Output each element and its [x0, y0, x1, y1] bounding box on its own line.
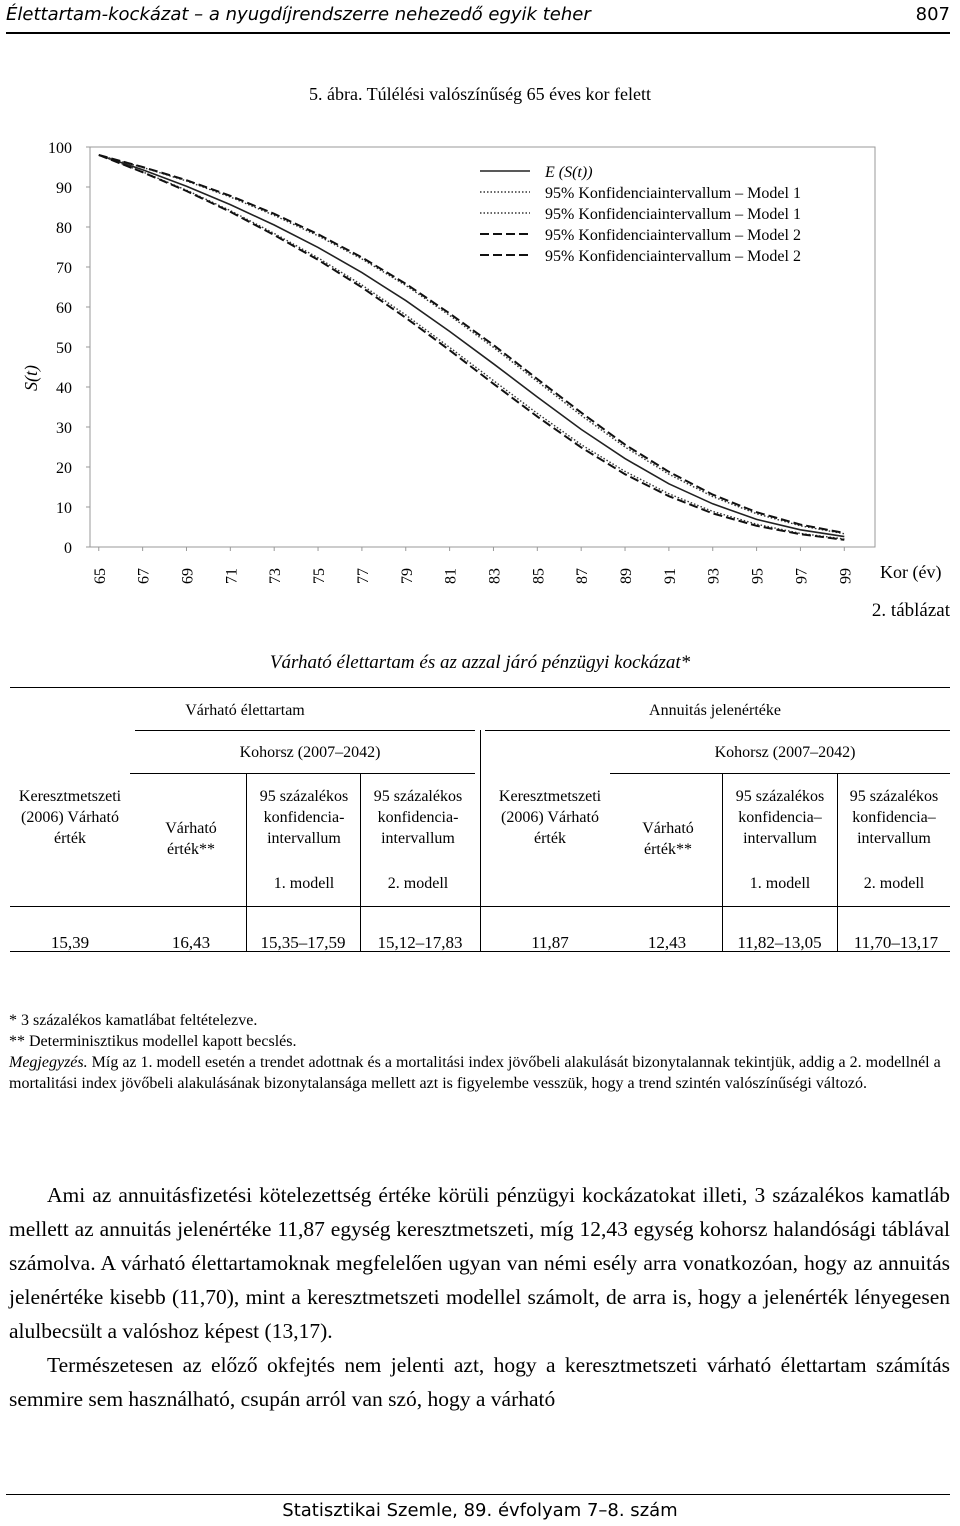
x-tick-label: 79: [398, 568, 416, 584]
col-cross-right: Keresztmetszeti (2006) Várható érték: [498, 788, 602, 847]
value-ci2-left: 15,12–17,83: [377, 933, 463, 952]
x-tick-labels: [92, 568, 855, 584]
value-ci1-right: 11,82–13,05: [737, 933, 822, 952]
legend-label-1: E (S(t)): [545, 164, 593, 181]
x-tick-label: 67: [135, 568, 153, 584]
col-ci2-right: 95 százalékos konfidencia– intervallum: [849, 788, 939, 847]
table-notes: [9, 1010, 950, 1094]
x-tick-label: 93: [705, 568, 723, 584]
legend-label-2: 95% Konfidenciaintervallum – Model 1: [545, 185, 801, 202]
group-left-header: Várható élettartam: [185, 702, 305, 719]
value-expected-right: 12,43: [647, 933, 687, 952]
x-tick-label: 87: [574, 568, 592, 584]
page-number: 807: [915, 4, 950, 25]
figure-title: 5. ábra. Túlélési valószínűség 65 éves kor felett: [308, 84, 652, 104]
y-tick-label: 100: [48, 140, 72, 157]
rule-right-cohort: [610, 773, 950, 774]
y-tick-label: 40: [56, 380, 72, 397]
col-ci2-left: 95 százalékos konfidencia- intervallum: [373, 788, 463, 847]
x-tick-label: 89: [618, 568, 636, 584]
x-tick-label: 65: [91, 568, 109, 584]
x-axis-label: Kor (év): [880, 562, 942, 582]
value-expected-left: 16,43: [171, 933, 211, 952]
col-model2-right: 2. modell: [863, 875, 925, 892]
journal-footer: Statisztikai Szemle, 89. évfolyam 7–8. szám: [282, 1500, 678, 1521]
y-axis-label: S(t): [21, 365, 41, 391]
y-tick-label: 20: [56, 460, 72, 477]
legend-label-4: 95% Konfidenciaintervallum – Model 2: [545, 227, 801, 244]
footer-rule: [6, 1494, 950, 1495]
col-model1-right: 1. modell: [749, 875, 811, 892]
legend-label-5: 95% Konfidenciaintervallum – Model 2: [545, 248, 801, 265]
y-tick-label: 70: [56, 260, 72, 277]
x-tick-label: 71: [223, 568, 241, 584]
remark-label: Megjegyzés.: [9, 1054, 88, 1071]
col-expected-left: Várható érték**: [165, 820, 217, 858]
vrule: [246, 773, 247, 951]
x-tick-label: 77: [354, 568, 372, 584]
value-ci1-left: 15,35–17,59: [260, 933, 346, 952]
vrule: [360, 773, 361, 951]
y-tick-label: 0: [64, 540, 72, 557]
col-model1-left: 1. modell: [273, 875, 335, 892]
x-tick-label: 69: [179, 568, 197, 584]
x-tick-label: 97: [793, 568, 811, 584]
rule-left-group: [135, 730, 475, 731]
col-model2-left: 2. modell: [387, 875, 449, 892]
value-cross-right: 11,87: [531, 933, 569, 952]
x-tick-label: 73: [267, 568, 285, 584]
table-number: 2. táblázat: [871, 600, 950, 621]
y-tick-label: 80: [56, 220, 72, 237]
x-tick-label: 83: [486, 568, 504, 584]
vrule: [722, 773, 723, 951]
table-rule-bottom: [10, 951, 950, 952]
x-tick-label: 95: [749, 568, 767, 584]
remark: [9, 1052, 950, 1094]
chart-legend: [472, 157, 867, 281]
rule-right-group: [485, 730, 950, 731]
value-cross-left: 15,39: [50, 933, 90, 952]
group-right-header: Annuitás jelenértéke: [649, 702, 781, 719]
x-tick-label: 75: [311, 568, 329, 584]
y-tick-label: 50: [56, 340, 72, 357]
cohort-right-header: Kohorsz (2007–2042): [714, 744, 856, 761]
paragraph-2: Természetesen az előző okfejtés nem jelenti azt, hogy a keresztmetszeti várható élettartam számítás semmire sem használható, csupán arról van szó, hogy a várható: [9, 1353, 950, 1411]
vrule: [837, 773, 838, 951]
table-title: Várható élettartam és az azzal járó pénzügyi kockázat*: [269, 652, 691, 673]
y-tick-label: 30: [56, 420, 72, 437]
cohort-left-header: Kohorsz (2007–2042): [239, 744, 381, 761]
y-tick-label: 90: [56, 180, 72, 197]
x-tick-label: 91: [661, 568, 679, 584]
x-tick-label: 99: [837, 568, 855, 584]
y-tick-label: 10: [56, 500, 72, 517]
x-tick-label: 85: [530, 568, 548, 584]
y-tick-labels: [48, 140, 72, 557]
running-title: Élettartam-kockázat – a nyugdíjrendszerre nehezedő egyik teher: [6, 4, 591, 25]
col-cross-left: Keresztmetszeti (2006) Várható érték: [18, 788, 122, 847]
note-1: * 3 százalékos kamatlábat feltételezve.: [9, 1012, 258, 1029]
col-ci1-left: 95 százalékos konfidencia- intervallum: [259, 788, 349, 847]
legend-label-3: 95% Konfidenciaintervallum – Model 1: [545, 206, 801, 223]
y-tick-label: 60: [56, 300, 72, 317]
body-text: [9, 1178, 950, 1416]
col-expected-right: Várható érték**: [642, 820, 694, 858]
rule-left-cohort: [130, 773, 475, 774]
x-tick-label: 81: [442, 568, 460, 584]
table-rule-top: [10, 687, 950, 688]
col-ci1-right: 95 százalékos konfidencia– intervallum: [735, 788, 825, 847]
vrule: [480, 730, 481, 951]
remark-text: Míg az 1. modell esetén a trendet adottnak és a mortalitási index jövőbeli alakulását bizonytalannak tekintjük, addig a 2. modellnél a mortalitási index jövőbeli alakulásának bizonytalansága mellett azt is figyelembe vesszük, hogy a trend szintén valószínűségi változó.: [9, 1054, 941, 1092]
paragraph-1: Ami az annuitásfizetési kötelezettség értéke körüli pénzügyi kockázatokat illeti, 3 százalékos kamatláb mellett az annuitás jelenértéke 11,87 egység keresztmetszeti, míg 12,43 egység kohorsz halandósági táblával számolva. A várható élettartamoknak megfelelően ugyan van némi esély arra vonatkozóan, hogy az annuitás jelenértéke kisebb (11,70), mint a keresztmetszeti modellel számolt, de arra is, hogy a jelenérték lényegesen alulbecsült a valóshoz képest (13,17).: [9, 1183, 950, 1343]
value-ci2-right: 11,70–13,17: [853, 933, 939, 952]
survival-chart: [0, 0, 960, 600]
note-2: ** Determinisztikus modellel kapott becslés.: [9, 1033, 297, 1050]
